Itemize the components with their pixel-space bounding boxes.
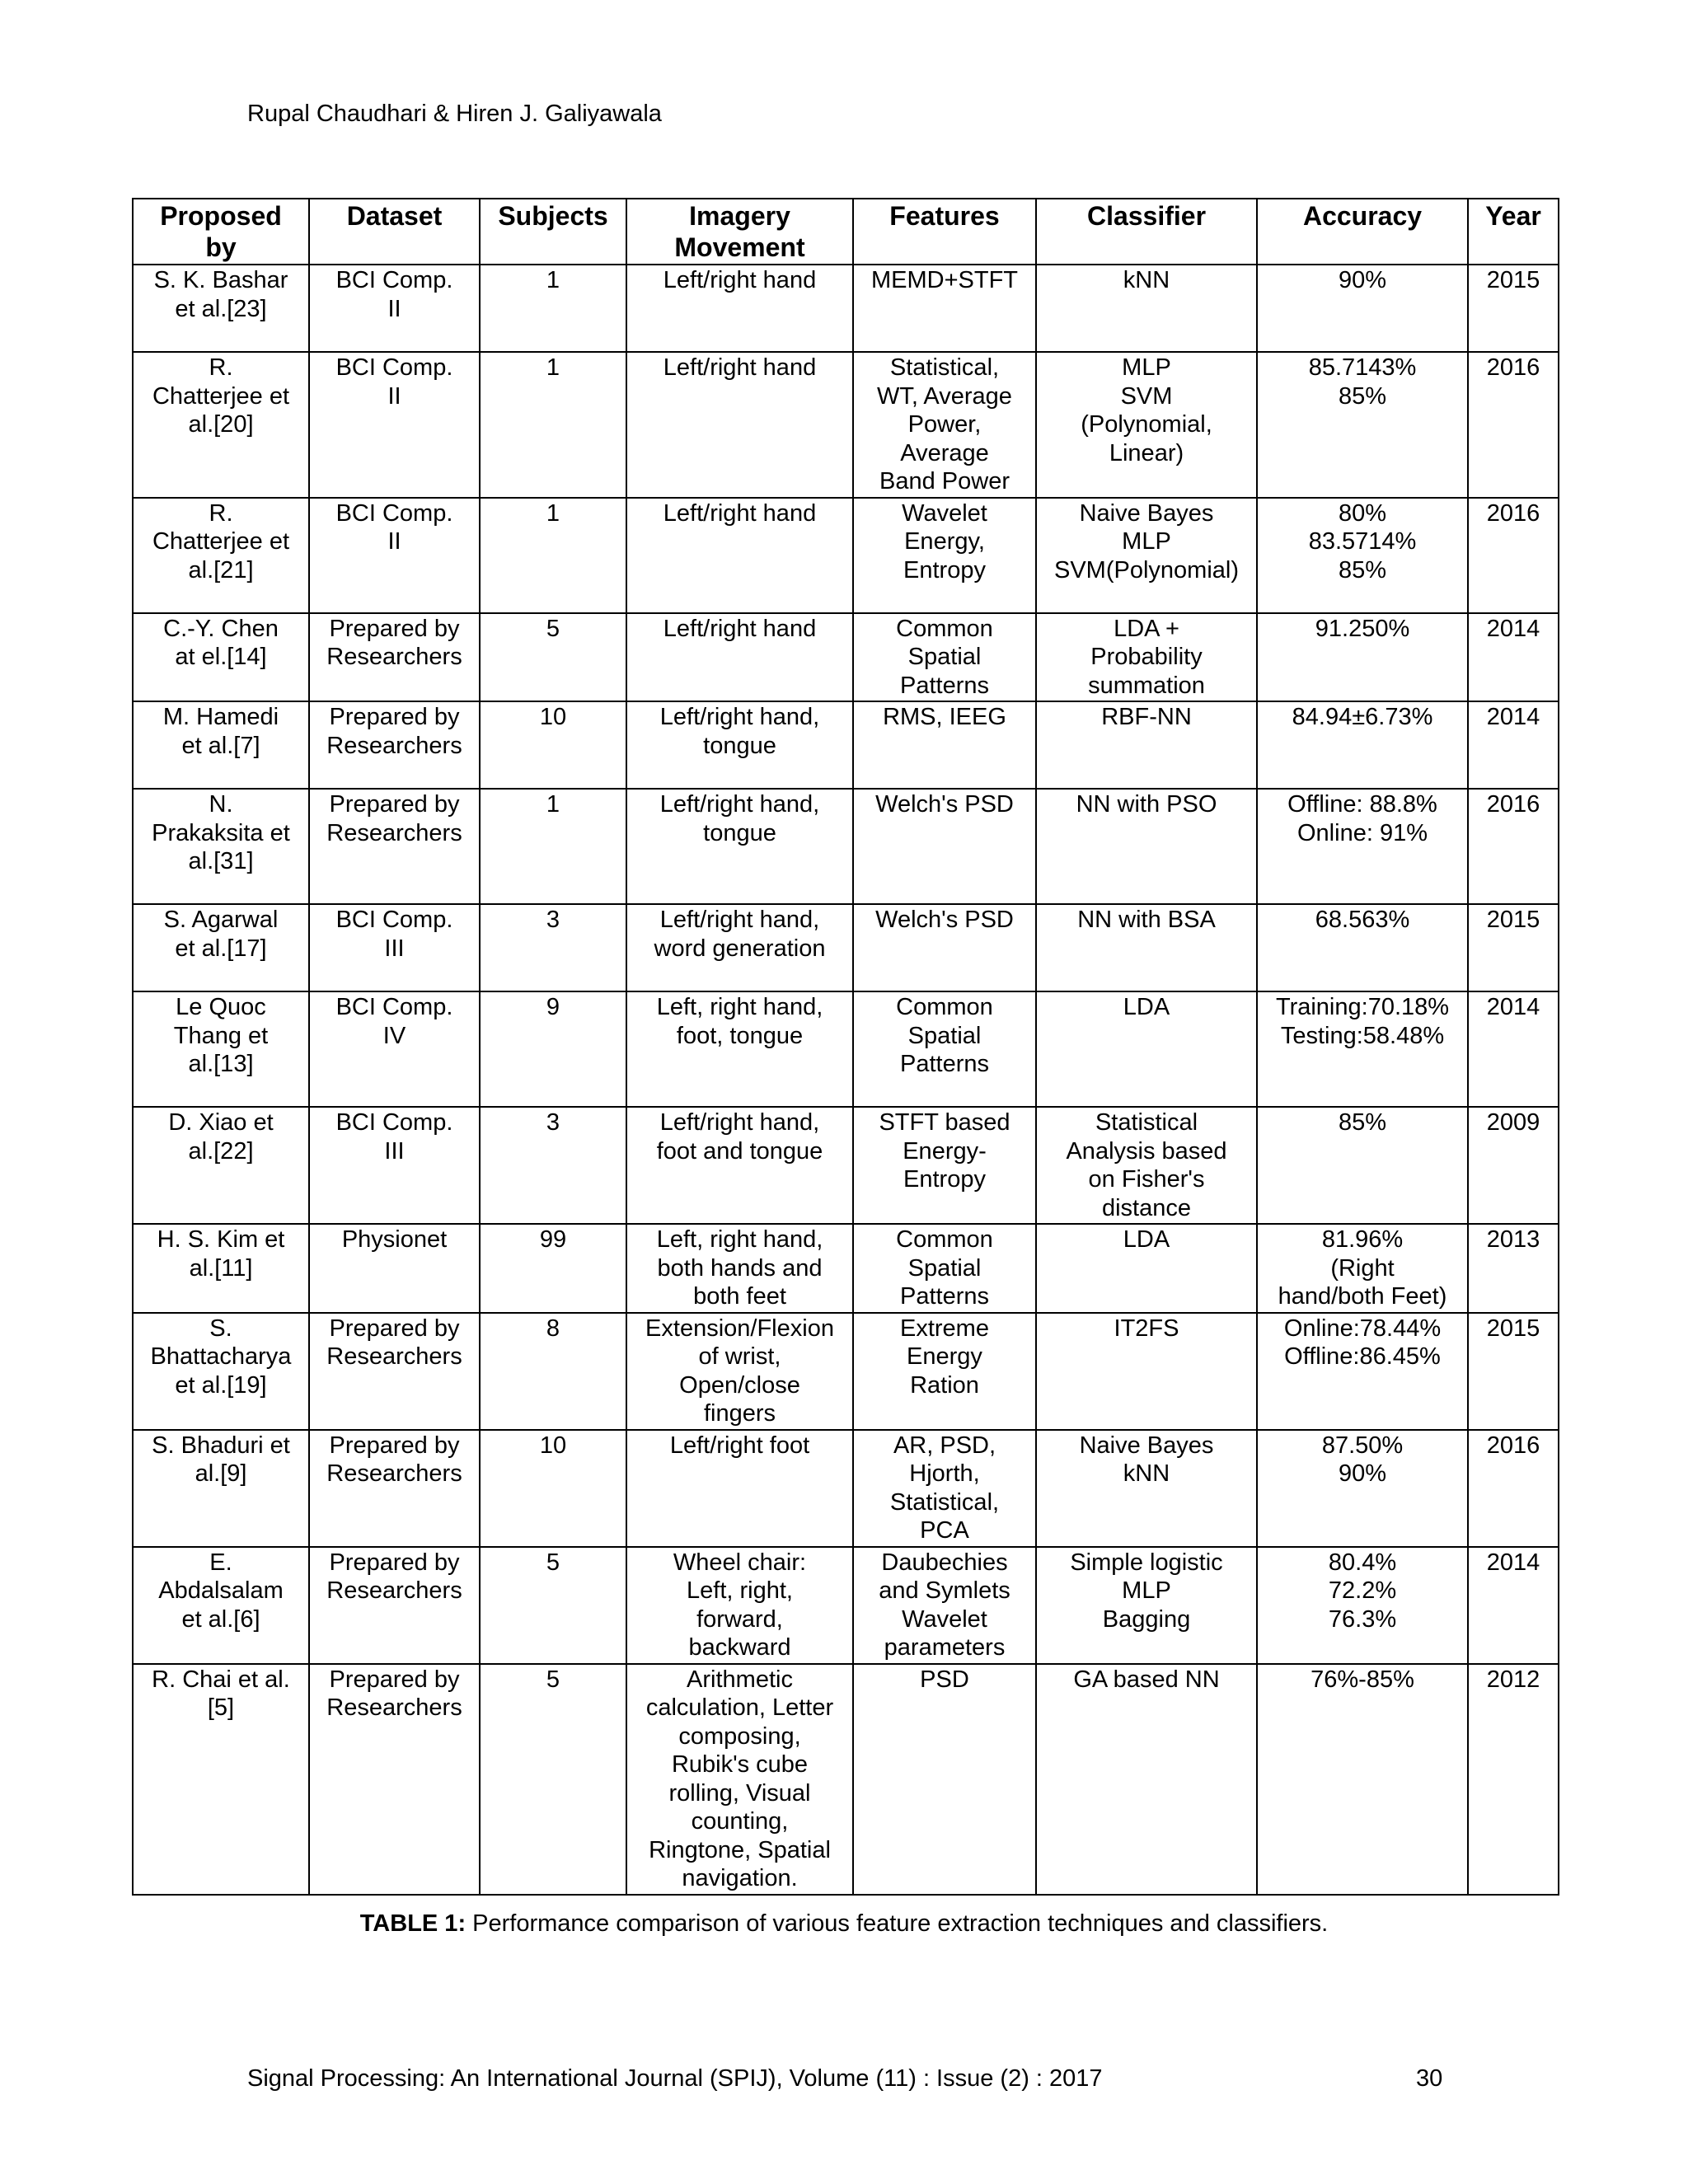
cell-classifier: LDA	[1036, 991, 1257, 1107]
cell-dataset: Prepared by Researchers	[309, 1313, 480, 1430]
cell-year: 2013	[1468, 1224, 1559, 1313]
cell-proposed-by: M. Hamedi et al.[7]	[133, 701, 309, 789]
cell-dataset: BCI Comp. II	[309, 265, 480, 352]
cell-accuracy: 84.94±6.73%	[1257, 701, 1468, 789]
header-year: Year	[1468, 199, 1559, 265]
cell-accuracy: Training:70.18% Testing:58.48%	[1257, 991, 1468, 1107]
cell-imagery-movement: Extension/Flexion of wrist, Open/close fingers	[626, 1313, 853, 1430]
caption-label: TABLE 1:	[359, 1910, 467, 1937]
cell-classifier: Naive Bayes MLP SVM(Polynomial)	[1036, 498, 1257, 613]
cell-imagery-movement: Left/right hand, tongue	[626, 701, 853, 789]
cell-subjects: 10	[480, 701, 626, 789]
cell-classifier: LDA + Probability summation	[1036, 613, 1257, 702]
page-number: 30	[1416, 2065, 1443, 2092]
cell-year: 2015	[1468, 265, 1559, 352]
cell-dataset: BCI Comp. II	[309, 352, 480, 498]
cell-proposed-by: N. Prakaksita et al.[31]	[133, 789, 309, 904]
cell-proposed-by: S. K. Bashar et al.[23]	[133, 265, 309, 352]
cell-imagery-movement: Left/right hand, foot and tongue	[626, 1107, 853, 1224]
cell-accuracy: Online:78.44% Offline:86.45%	[1257, 1313, 1468, 1430]
cell-classifier: NN with BSA	[1036, 904, 1257, 991]
cell-year: 2014	[1468, 1547, 1559, 1664]
cell-accuracy: Offline: 88.8% Online: 91%	[1257, 789, 1468, 904]
cell-subjects: 1	[480, 789, 626, 904]
cell-proposed-by: S. Bhaduri et al.[9]	[133, 1430, 309, 1547]
cell-classifier: Naive Bayes kNN	[1036, 1430, 1257, 1547]
cell-subjects: 8	[480, 1313, 626, 1430]
cell-proposed-by: S. Agarwal et al.[17]	[133, 904, 309, 991]
cell-proposed-by: C.-Y. Chen at el.[14]	[133, 613, 309, 702]
cell-imagery-movement: Left, right hand, foot, tongue	[626, 991, 853, 1107]
journal-footer: Signal Processing: An International Journal (SPIJ), Volume (11) : Issue (2) : 2017	[247, 2065, 1103, 2092]
cell-dataset: Physionet	[309, 1224, 480, 1313]
cell-imagery-movement: Left/right hand	[626, 352, 853, 498]
cell-proposed-by: S. Bhattacharya et al.[19]	[133, 1313, 309, 1430]
cell-year: 2015	[1468, 1313, 1559, 1430]
header-classifier: Classifier	[1036, 199, 1257, 265]
cell-proposed-by: Le Quoc Thang et al.[13]	[133, 991, 309, 1107]
cell-features: Common Spatial Patterns	[853, 991, 1036, 1107]
cell-year: 2014	[1468, 701, 1559, 789]
cell-classifier: RBF-NN	[1036, 701, 1257, 789]
cell-imagery-movement: Left/right hand, tongue	[626, 789, 853, 904]
cell-dataset: Prepared by Researchers	[309, 701, 480, 789]
table-caption	[0, 1909, 1688, 1938]
caption-text: Performance comparison of various feature extraction techniques and classifiers.	[466, 1910, 1329, 1937]
cell-proposed-by: H. S. Kim et al.[11]	[133, 1224, 309, 1313]
cell-subjects: 5	[480, 1547, 626, 1664]
cell-features: Wavelet Energy, Entropy	[853, 498, 1036, 613]
cell-imagery-movement: Arithmetic calculation, Letter composing, Rubik's cube rolling, Visual counting, Ringtone, Spatial navigation.	[626, 1664, 853, 1895]
table-row	[133, 1313, 1559, 1430]
header-accuracy: Accuracy	[1257, 199, 1468, 265]
cell-accuracy: 81.96% (Right hand/both Feet)	[1257, 1224, 1468, 1313]
header-imagery-movement: Imagery Movement	[626, 199, 853, 265]
header-subjects: Subjects	[480, 199, 626, 265]
cell-classifier: GA based NN	[1036, 1664, 1257, 1895]
cell-features: Welch's PSD	[853, 789, 1036, 904]
cell-imagery-movement: Left/right hand, word generation	[626, 904, 853, 991]
cell-year: 2016	[1468, 789, 1559, 904]
cell-features: Common Spatial Patterns	[853, 613, 1036, 702]
cell-proposed-by: R. Chatterjee et al.[20]	[133, 352, 309, 498]
cell-dataset: BCI Comp. IV	[309, 991, 480, 1107]
cell-subjects: 1	[480, 498, 626, 613]
cell-features: Extreme Energy Ration	[853, 1313, 1036, 1430]
cell-classifier: LDA	[1036, 1224, 1257, 1313]
cell-subjects: 10	[480, 1430, 626, 1547]
cell-dataset: Prepared by Researchers	[309, 1430, 480, 1547]
running-header: Rupal Chaudhari & Hiren J. Galiyawala	[247, 101, 662, 127]
cell-classifier: NN with PSO	[1036, 789, 1257, 904]
cell-accuracy: 76%-85%	[1257, 1664, 1468, 1895]
cell-subjects: 1	[480, 352, 626, 498]
cell-accuracy: 90%	[1257, 265, 1468, 352]
cell-imagery-movement: Left/right hand	[626, 613, 853, 702]
cell-proposed-by: R. Chatterjee et al.[21]	[133, 498, 309, 613]
table-row	[133, 904, 1559, 991]
cell-features: Welch's PSD	[853, 904, 1036, 991]
cell-subjects: 1	[480, 265, 626, 352]
cell-imagery-movement: Left, right hand, both hands and both feet	[626, 1224, 853, 1313]
cell-imagery-movement: Left/right hand	[626, 498, 853, 613]
table-row	[133, 265, 1559, 352]
cell-dataset: Prepared by Researchers	[309, 789, 480, 904]
table-row	[133, 701, 1559, 789]
cell-classifier: kNN	[1036, 265, 1257, 352]
cell-features: MEMD+STFT	[853, 265, 1036, 352]
cell-features: RMS, IEEG	[853, 701, 1036, 789]
header-dataset: Dataset	[309, 199, 480, 265]
table-row	[133, 1224, 1559, 1313]
cell-imagery-movement: Wheel chair: Left, right, forward, backward	[626, 1547, 853, 1664]
cell-dataset: Prepared by Researchers	[309, 1664, 480, 1895]
table-row	[133, 1430, 1559, 1547]
cell-classifier: Simple logistic MLP Bagging	[1036, 1547, 1257, 1664]
cell-subjects: 5	[480, 1664, 626, 1895]
cell-year: 2016	[1468, 1430, 1559, 1547]
table-row	[133, 1664, 1559, 1895]
cell-imagery-movement: Left/right hand	[626, 265, 853, 352]
table-row	[133, 498, 1559, 613]
table-row	[133, 991, 1559, 1107]
table-row	[133, 1107, 1559, 1224]
cell-year: 2014	[1468, 613, 1559, 702]
cell-accuracy: 85%	[1257, 1107, 1468, 1224]
cell-accuracy: 85.7143% 85%	[1257, 352, 1468, 498]
header-proposed-by: Proposed by	[133, 199, 309, 265]
table-row	[133, 613, 1559, 702]
cell-proposed-by: E. Abdalsalam et al.[6]	[133, 1547, 309, 1664]
table-row	[133, 1547, 1559, 1664]
table-row	[133, 352, 1559, 498]
cell-dataset: BCI Comp. III	[309, 904, 480, 991]
cell-year: 2016	[1468, 498, 1559, 613]
cell-year: 2016	[1468, 352, 1559, 498]
cell-accuracy: 87.50% 90%	[1257, 1430, 1468, 1547]
cell-subjects: 3	[480, 904, 626, 991]
cell-dataset: BCI Comp. III	[309, 1107, 480, 1224]
cell-classifier: IT2FS	[1036, 1313, 1257, 1430]
cell-dataset: Prepared by Researchers	[309, 1547, 480, 1664]
cell-year: 2014	[1468, 991, 1559, 1107]
cell-subjects: 5	[480, 613, 626, 702]
cell-accuracy: 80% 83.5714% 85%	[1257, 498, 1468, 613]
cell-imagery-movement: Left/right foot	[626, 1430, 853, 1547]
cell-classifier: MLP SVM (Polynomial, Linear)	[1036, 352, 1257, 498]
cell-year: 2015	[1468, 904, 1559, 991]
header-features: Features	[853, 199, 1036, 265]
cell-subjects: 3	[480, 1107, 626, 1224]
performance-table	[132, 198, 1559, 1896]
cell-subjects: 9	[480, 991, 626, 1107]
cell-proposed-by: R. Chai et al. [5]	[133, 1664, 309, 1895]
cell-features: AR, PSD, Hjorth, Statistical, PCA	[853, 1430, 1036, 1547]
table-row	[133, 789, 1559, 904]
cell-accuracy: 80.4% 72.2% 76.3%	[1257, 1547, 1468, 1664]
cell-features: PSD	[853, 1664, 1036, 1895]
cell-features: STFT based Energy- Entropy	[853, 1107, 1036, 1224]
cell-features: Common Spatial Patterns	[853, 1224, 1036, 1313]
cell-classifier: Statistical Analysis based on Fisher's distance	[1036, 1107, 1257, 1224]
cell-year: 2009	[1468, 1107, 1559, 1224]
cell-dataset: Prepared by Researchers	[309, 613, 480, 702]
cell-year: 2012	[1468, 1664, 1559, 1895]
cell-features: Statistical, WT, Average Power, Average Band Power	[853, 352, 1036, 498]
cell-proposed-by: D. Xiao et al.[22]	[133, 1107, 309, 1224]
cell-subjects: 99	[480, 1224, 626, 1313]
cell-accuracy: 91.250%	[1257, 613, 1468, 702]
cell-accuracy: 68.563%	[1257, 904, 1468, 991]
table-header-row	[133, 199, 1559, 265]
cell-dataset: BCI Comp. II	[309, 498, 480, 613]
cell-features: Daubechies and Symlets Wavelet parameters	[853, 1547, 1036, 1664]
